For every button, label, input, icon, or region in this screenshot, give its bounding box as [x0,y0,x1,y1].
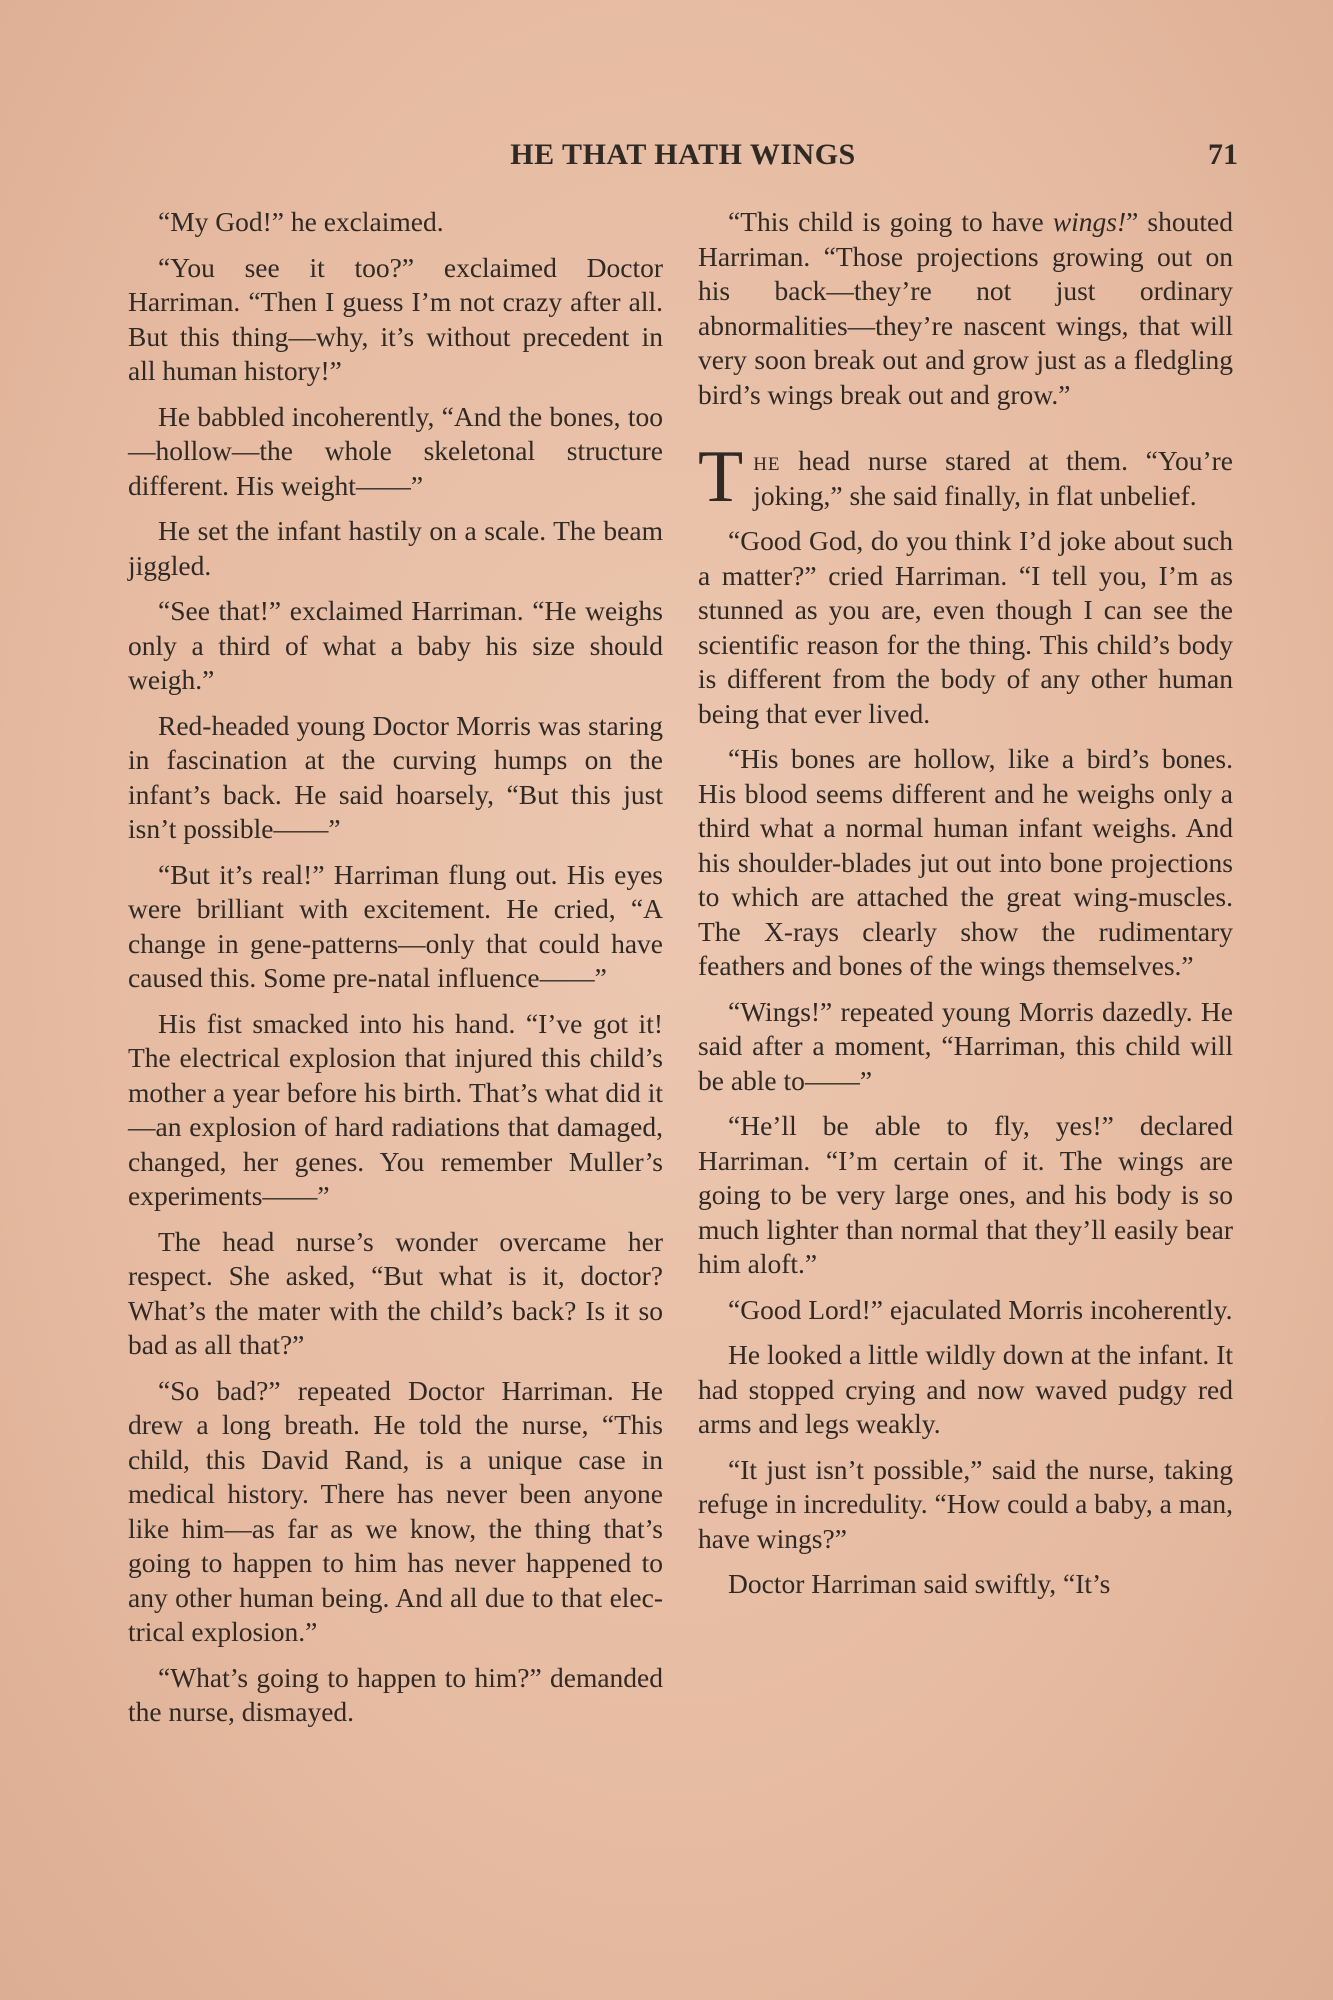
paragraph: “He’ll be able to fly, yes!” declared Harriman. “I’m certain of it. The wings are going to be very large ones, and his body is so much lighter than normal that they’ll easily bear him aloft.” [698,1110,1233,1279]
paragraph: Doctor Harriman said swiftly, “It’s [728,1568,1111,1599]
left-column [128,205,663,1741]
text-run: ” shouted Harriman. “Those projections growing out on his back—they’re not just ordinary abnormalities—they’re nascent wings, that will very soon break out and grow just as a fledgling bird’s wings break out and grow.” [698,206,1233,410]
paragraph: “Wings!” repeated young Morris dazedly. He said after a moment, “Harriman, this child will be able to——” [698,995,1233,1096]
paragraph: “Good Lord!” ejaculated Morris incoherently. [728,1293,1233,1325]
paragraph: Red-headed young Doctor Morris was staring in fascination at the curving humps on the infant’s back. He said hoarsely, “But this just isn’t possible——” [128,709,663,844]
text-run: head nurse stared at them. “You’re joking,” she said finally, in flat unbelief. [753,445,1233,511]
text-run: “This child is going to have [728,206,1053,237]
paragraph: The head nurse’s wonder overcame her respect. She asked, “But what is it, doctor? What’s the mater with the child’s back? Is it so bad as all that?” [128,1225,663,1360]
page-header [128,138,1238,178]
italic-word: wings! [1052,206,1127,237]
paragraph: “See that!” exclaimed Harriman. “He weighs only a third of what a baby his size should weigh.” [128,595,663,695]
paragraph: He babbled incoherently, “And the bones, too—hollow—the whole skeletonal structure different. His weight——” [128,400,663,501]
paragraph: “So bad?” repeated Doctor Harriman. He drew a long breath. He told the nurse, “This child, this David Rand, is a unique case in medical history. There has never been anyone like him—as far as we know, the thing that’s going to happen to him has never happened to any other human being. And all due to that electrical explosion.” [128,1374,663,1647]
paragraph: He set the infant hastily on a scale. The beam jiggled. [128,515,663,581]
page-number: 71 [1208,138,1238,171]
paragraph: “Good God, do you think I’d joke about such a matter?” cried Harriman. “I tell you, I’m as stunned as you are, even though I can see the scientific reason for the thing. This child’s body is different from the body of any other human being that ever lived. [698,525,1233,729]
paragraph: “You see it too?” exclaimed Doctor Harriman. “Then I guess I’m not crazy after all. But this thing—why, it’s without precedent in all human history!” [128,251,663,386]
paragraph: “My God!” he exclaimed. [158,206,444,237]
paragraph: “His bones are hollow, like a bird’s bones. His blood seems different and he weighs only a third what a normal human infant weighs. And his shoulder-blades jut out into bone projections to which are attached the great wing-muscles. The X-rays clearly show the rudimentary feathers and bones of the wings themselves.” [698,743,1233,981]
paragraph: “But it’s real!” Harriman flung out. His eyes were brilliant with excitement. He cried, “A change in gene-patterns—only that could have caused this. Some pre-natal influence——” [128,858,663,993]
right-column [698,205,1233,1613]
section-opening-paragraph [698,436,1233,518]
paragraph: “What’s going to happen to him?” demanded the nurse, dismayed. [128,1661,663,1727]
small-caps-word: he [753,445,781,476]
paragraph [698,205,1233,412]
drop-cap: T [698,436,744,518]
paragraph: His fist smacked into his hand. “I’ve got it! The electrical explosion that injured this child’s mother a year before his birth. That’s what did it—an explosion of hard radiations that damaged, changed, her genes. You remember Muller’s experiments——” [128,1007,663,1211]
paragraph: He looked a little wildly down at the infant. It had stopped crying and now waved pudgy red arms and legs weakly. [698,1339,1233,1439]
running-title: HE THAT HATH WINGS [510,138,856,171]
paragraph: “It just isn’t possible,” said the nurse, taking refuge in incredulity. “How could a baby, a man, have wings?” [698,1453,1233,1554]
